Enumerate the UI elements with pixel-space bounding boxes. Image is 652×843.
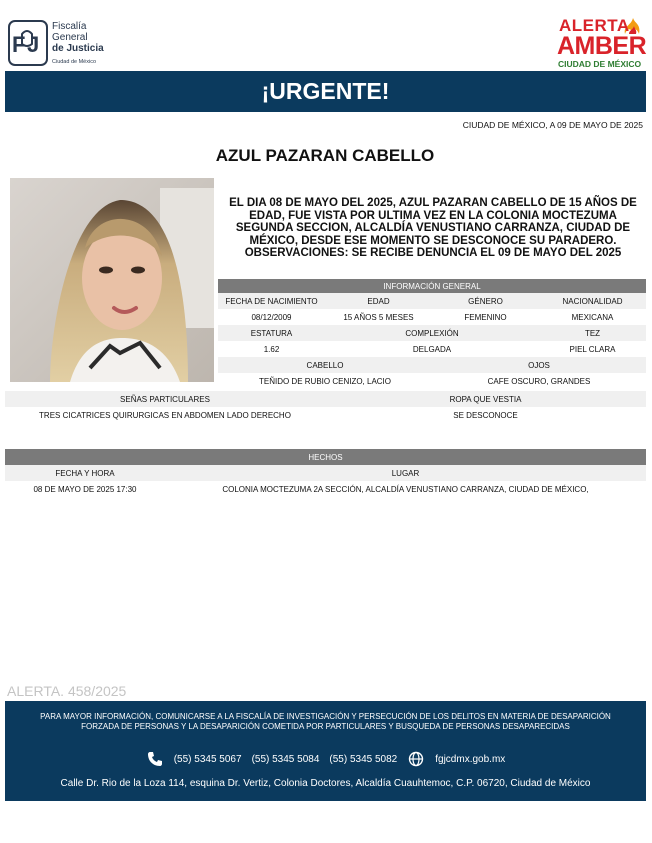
value-age: 15 AÑOS 5 MESES bbox=[343, 312, 414, 322]
header-clothing: ROPA QUE VESTIA bbox=[449, 394, 522, 404]
amber-line-3: CIUDAD DE MÉXICO bbox=[558, 59, 642, 69]
hechos-title: HECHOS bbox=[5, 449, 646, 465]
info-general-title: INFORMACIÓN GENERAL bbox=[218, 279, 646, 293]
marks-header-row bbox=[5, 391, 646, 407]
fgj-logo bbox=[8, 18, 118, 70]
hechos-header-row bbox=[5, 465, 646, 481]
footer-message-line-1: PARA MAYOR INFORMACIÓN, COMUNICARSE A LA FISCALÍA DE INVESTIGACIÓN Y PERSECUCIÓN DE LOS DELITOS EN MATERIA DE DESAPARICIÓN bbox=[40, 712, 611, 721]
urgent-banner: ¡URGENTE! bbox=[5, 71, 646, 112]
value-complexion: PIEL CLARA bbox=[569, 344, 616, 354]
value-gender: FEMENINO bbox=[464, 312, 507, 322]
case-description: EL DIA 08 DE MAYO DEL 2025, AZUL PAZARAN CABELLO DE 15 AÑOS DE EDAD, FUE VISTA POR ULTIMA VEZ EN LA COLONIA MOCTEZUMA SEGUNDA SECCION, ALCALDÍA VENUSTIANO CARRANZA, CIUDAD DE MÉXICO, DESDE ESE MOMENTO SE DESCONOCE SU PARADERO. OBSERVACIONES: SE RECIBE DENUNCIA EL 09 DE MAYO DEL 2025 bbox=[229, 197, 637, 259]
header-eyes: OJOS bbox=[528, 360, 550, 370]
agency-line-1: Fiscalía bbox=[52, 21, 87, 32]
header-datetime: FECHA Y HORA bbox=[55, 468, 115, 478]
marks-value-row bbox=[5, 407, 646, 423]
alerta-number: ALERTA. 458/2025 bbox=[7, 683, 127, 699]
hechos-value-row bbox=[5, 481, 646, 497]
header-build: COMPLEXIÓN bbox=[405, 328, 459, 338]
header-hair: CABELLO bbox=[306, 360, 344, 370]
amber-line-1: ALERTA bbox=[559, 16, 630, 35]
contact-row bbox=[5, 751, 646, 767]
info-value-row-3 bbox=[218, 373, 646, 389]
value-marks: TRES CICATRICES QUIRURGICAS EN ABDOMEN LADO DERECHO bbox=[39, 410, 291, 420]
footer-address: Calle Dr. Rio de la Loza 114, esquina Dr. Vertiz, Colonia Doctores, Alcaldía Cuauhtemoc, C.P. 06720, Ciudad de México bbox=[60, 778, 591, 789]
info-header-row-1 bbox=[218, 293, 646, 309]
value-eyes: CAFE OSCURO, GRANDES bbox=[487, 376, 591, 386]
globe-icon bbox=[408, 751, 424, 767]
person-photo bbox=[10, 178, 214, 382]
info-value-row-1 bbox=[218, 309, 646, 325]
agency-name bbox=[52, 21, 104, 54]
info-header-row-3 bbox=[218, 357, 646, 373]
value-nationality: MEXICANA bbox=[571, 312, 614, 322]
website-link[interactable]: fgjcdmx.gob.mx bbox=[435, 753, 506, 765]
header-marks: SEÑAS PARTICULARES bbox=[120, 394, 210, 404]
footer bbox=[5, 701, 646, 801]
header-place: LUGAR bbox=[391, 468, 420, 478]
value-place: COLONIA MOCTEZUMA 2A SECCIÓN, ALCALDÍA VENUSTIANO CARRANZA, CIUDAD DE MÉXICO, bbox=[222, 484, 589, 494]
agency-line-3: de Justicia bbox=[52, 43, 104, 54]
fgj-emblem-icon bbox=[8, 20, 48, 66]
date-line: CIUDAD DE MÉXICO, A 09 DE MAYO DE 2025 bbox=[462, 120, 643, 130]
phone-number-2[interactable]: (55) 5345 5084 bbox=[251, 753, 320, 765]
value-datetime: 08 DE MAYO DE 2025 17:30 bbox=[33, 484, 137, 494]
phone-number-1[interactable]: (55) 5345 5067 bbox=[173, 753, 242, 765]
header-height: ESTATURA bbox=[250, 328, 293, 338]
svg-text:J: J bbox=[27, 32, 40, 57]
info-header-row-2 bbox=[218, 325, 646, 341]
footer-message-line-2: FORZADA DE PERSONAS Y LA DESAPARICIÓN COMETIDA POR PARTICULARES Y BUSQUEDA DE PERSONAS DESAPARECIDAS bbox=[81, 722, 570, 731]
value-hair: TEÑIDO DE RUBIO CENIZO, LACIO bbox=[258, 376, 391, 386]
info-general-table bbox=[218, 279, 646, 389]
value-height: 1.62 bbox=[263, 344, 280, 354]
portrait-image bbox=[10, 178, 214, 382]
header-birthdate: FECHA DE NACIMIENTO bbox=[225, 296, 318, 306]
alerta-amber-logo bbox=[555, 14, 647, 72]
phone-icon bbox=[147, 751, 163, 767]
phone-number-3[interactable]: (55) 5345 5082 bbox=[329, 753, 398, 765]
value-build: DELGADA bbox=[412, 344, 452, 354]
person-name: AZUL PAZARAN CABELLO bbox=[215, 146, 435, 165]
hechos-table bbox=[5, 465, 646, 497]
agency-city: Ciudad de México bbox=[52, 59, 97, 65]
agency-line-2: General bbox=[52, 32, 88, 43]
amber-line-2: AMBER bbox=[557, 32, 647, 60]
header-gender: GÉNERO bbox=[468, 296, 503, 306]
value-clothing: SE DESCONOCE bbox=[453, 410, 518, 420]
header-age: EDAD bbox=[367, 296, 390, 306]
value-birthdate: 08/12/2009 bbox=[251, 312, 292, 322]
header-nationality: NACIONALIDAD bbox=[562, 296, 623, 306]
footer-message bbox=[5, 712, 646, 732]
marks-clothing-table bbox=[5, 391, 646, 423]
header-complexion: TEZ bbox=[584, 328, 601, 338]
info-value-row-2 bbox=[218, 341, 646, 357]
svg-text:F: F bbox=[12, 32, 26, 57]
